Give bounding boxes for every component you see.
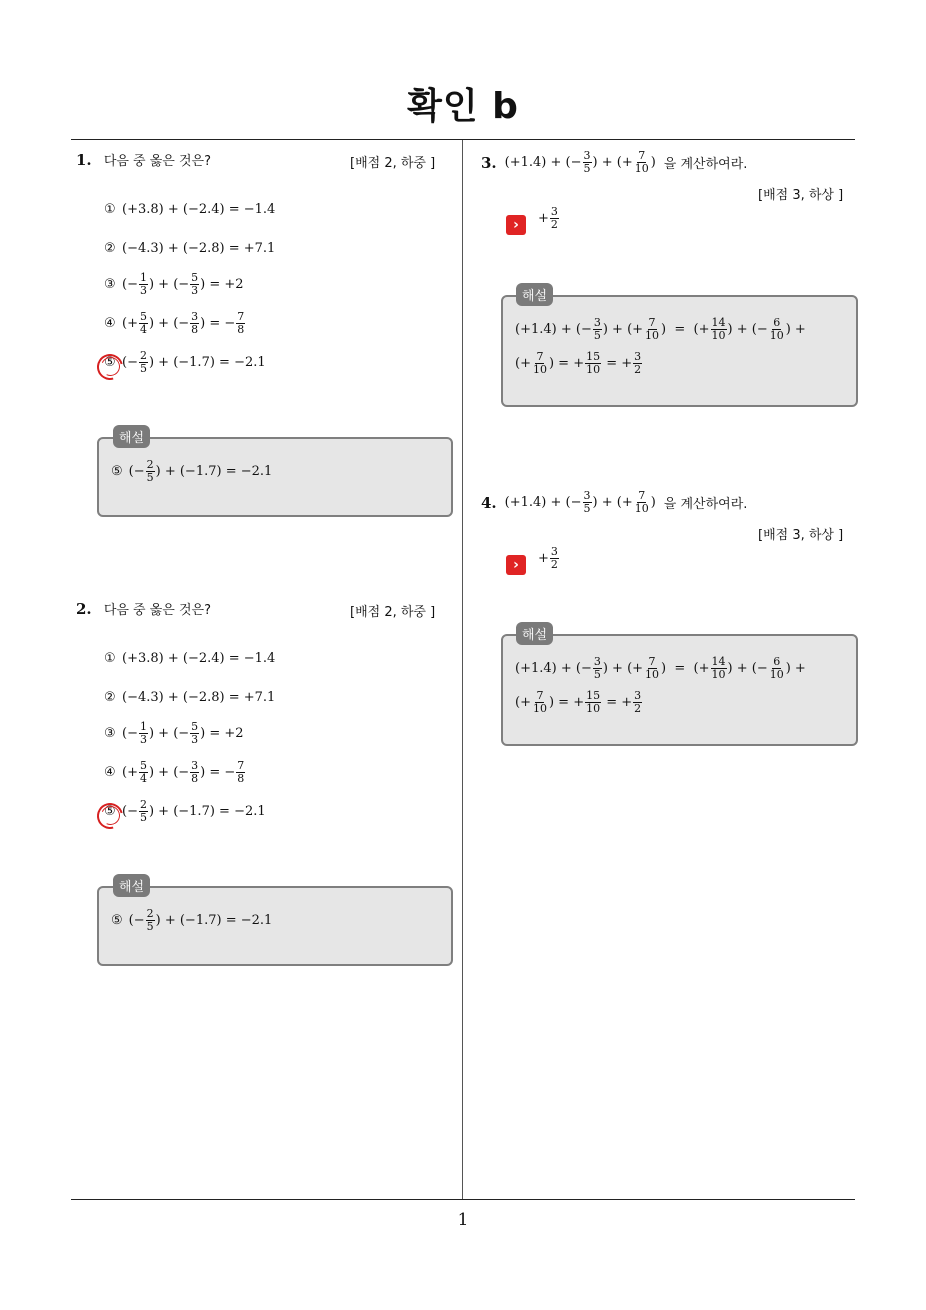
fraction: $\frac{1}{3}$ [139, 720, 147, 746]
option-1[interactable]: ① (+3.8) + (−2.4) = −1.4 [104, 651, 276, 666]
question-number: 2. [76, 600, 92, 618]
solution-box [501, 634, 858, 746]
solution-box [97, 437, 453, 517]
fraction: $\frac{7}{8}$ [237, 310, 245, 336]
solution-line-2: (+ $\frac{7}{10}$ ) = + $\frac{15}{10}$ = + $\frac{3}{2}$ [515, 689, 642, 715]
chevron-right-icon: › [506, 555, 526, 575]
option-5[interactable]: ⑤ (− $\frac{2}{5}$ ) + (−1.7) = −2.1 [104, 798, 266, 824]
fraction: $\frac{5}{4}$ [139, 310, 147, 336]
solution-text: ⑤ (− $\frac{2}{5}$ ) + (−1.7) = −2.1 [111, 907, 273, 933]
option-4[interactable]: ④ (+ $\frac{5}{4}$ ) + (− $\frac{3}{8}$ ) = − $\frac{7}{8}$ [104, 759, 245, 785]
fraction: $\frac{3}{5}$ [583, 149, 591, 175]
chevron-right-icon: › [506, 215, 526, 235]
solution-line-1: (+1.4) + (− $\frac{3}{5}$ ) + (+ $\frac{7}{10}$ ) = (+ $\frac{14}{10}$ ) + (− $\frac{6}{10}$ ) + [515, 316, 806, 342]
question-text: 다음 중 옳은 것은? [103, 603, 212, 618]
question-text: 을 계산하여라. [663, 157, 748, 172]
fraction: $\frac{1}{3}$ [139, 271, 147, 297]
solution-line-1: (+1.4) + (− $\frac{3}{5}$ ) + (+ $\frac{7}{10}$ ) = (+ $\frac{14}{10}$ ) + (− $\frac{6}{10}$ ) + [515, 655, 806, 681]
option-3[interactable]: ③ (− $\frac{1}{3}$ ) + (− $\frac{5}{3}$ ) = +2 [104, 720, 244, 746]
fraction: $\frac{7}{10}$ [634, 489, 649, 515]
solution-label: 해설 [113, 425, 150, 448]
fraction: $\frac{5}{3}$ [191, 720, 199, 746]
solution-box [501, 295, 858, 407]
bottom-rule [71, 1199, 855, 1200]
solution-line-2: (+ $\frac{7}{10}$ ) = + $\frac{15}{10}$ = + $\frac{3}{2}$ [515, 350, 642, 376]
column-divider [462, 140, 463, 1200]
solution-label: 해설 [516, 622, 553, 645]
fraction: $\frac{3}{8}$ [191, 310, 199, 336]
score-meta: [배점 2, 하중 ] [350, 156, 436, 171]
question-number: 3. [481, 153, 497, 172]
option-2[interactable]: ② (−4.3) + (−2.8) = +7.1 [104, 690, 276, 705]
fraction: $\frac{3}{8}$ [191, 759, 199, 785]
fraction: $\frac{3}{5}$ [583, 489, 591, 515]
option-1[interactable]: ① (+3.8) + (−2.4) = −1.4 [104, 202, 276, 217]
option-5[interactable]: ⑤ (− $\frac{2}{5}$ ) + (−1.7) = −2.1 [104, 349, 266, 375]
answer: + $\frac{3}{2}$ [538, 545, 558, 571]
question-text: 다음 중 옳은 것은? [103, 154, 212, 169]
score-meta: [배점 3, 하상 ] [758, 188, 844, 203]
question-number: 1. [76, 151, 92, 169]
score-meta: [배점 2, 하중 ] [350, 605, 436, 620]
fraction: $\frac{5}{3}$ [191, 271, 199, 297]
option-2[interactable]: ② (−4.3) + (−2.8) = +7.1 [104, 241, 276, 256]
fraction: $\frac{5}{4}$ [139, 759, 147, 785]
question-number: 4. [481, 493, 497, 512]
solution-label: 해설 [113, 874, 150, 897]
fraction: $\frac{7}{10}$ [634, 149, 649, 175]
solution-box [97, 886, 453, 966]
page-title: 확인 b [407, 86, 519, 127]
option-4[interactable]: ④ (+ $\frac{5}{4}$ ) + (− $\frac{3}{8}$ ) = − $\frac{7}{8}$ [104, 310, 245, 336]
question-text: 을 계산하여라. [663, 497, 748, 512]
fraction: $\frac{2}{5}$ [139, 798, 147, 824]
fraction: $\frac{7}{8}$ [237, 759, 245, 785]
answer: + $\frac{3}{2}$ [538, 205, 558, 231]
fraction: $\frac{2}{5}$ [139, 349, 147, 375]
score-meta: [배점 3, 하상 ] [758, 528, 844, 543]
solution-label: 해설 [516, 283, 553, 306]
option-3[interactable]: ③ (− $\frac{1}{3}$ ) + (− $\frac{5}{3}$ ) = +2 [104, 271, 244, 297]
page-number: 1 [457, 1210, 469, 1230]
top-rule [71, 139, 855, 140]
solution-text: ⑤ (− $\frac{2}{5}$ ) + (−1.7) = −2.1 [111, 458, 273, 484]
